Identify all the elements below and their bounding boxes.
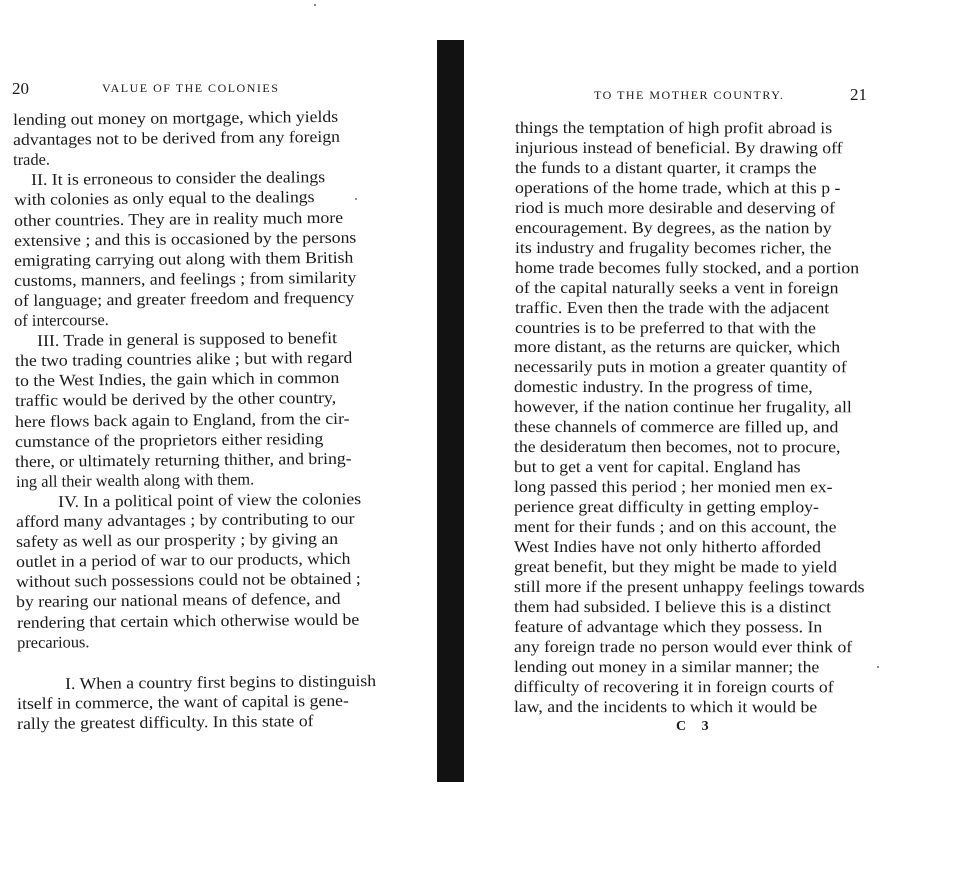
left-page-number: 20 xyxy=(12,79,29,98)
text-line: domestic industry. In the progress of time, xyxy=(514,377,814,397)
text-line: more distant, as the returns are quicker, which xyxy=(514,337,841,357)
text-line: any foreign trade no person would ever think of xyxy=(513,636,852,656)
left-page xyxy=(0,0,436,871)
text-line: home trade becomes fully stocked, and a portion xyxy=(514,257,859,277)
text-line: I. When a country first begins to distinguish xyxy=(64,670,376,693)
text-line: II. It is erroneous to consider the dealings xyxy=(31,167,326,190)
right-running-head: TO THE MOTHER COUNTRY. xyxy=(594,88,785,102)
text-line: ment for their funds ; and on this account, the xyxy=(513,517,837,537)
text-line: lending out money on mortgage, which yields xyxy=(13,106,339,129)
text-line: rendering that certain which otherwise would be xyxy=(16,609,359,632)
text-line: perience great difficulty in getting employ- xyxy=(514,497,819,517)
text-line: traffic would be derived by the other country, xyxy=(14,388,337,411)
text-line: of the capital naturally seeks a vent in foreign xyxy=(514,277,839,297)
text-line: traffic. Even then the trade with the adjacent xyxy=(514,297,829,317)
text-line: precarious. xyxy=(16,631,90,652)
text-line: emigrating carrying out along with them British xyxy=(13,247,354,270)
text-line: of intercourse. xyxy=(14,310,110,330)
text-line: ing all their wealth along with them. xyxy=(15,469,254,491)
text-line: West Indies have not only hitherto afforded xyxy=(513,536,821,557)
text-line: rally the greatest difficulty. In this state of xyxy=(17,711,314,733)
text-line: outlet in a period of war to our products, which xyxy=(16,548,351,572)
text-line: feature of advantage which they possess. In xyxy=(513,616,822,636)
text-line: with colonies as only equal to the dealings xyxy=(13,187,315,210)
text-line: encouragement. By degrees, as the nation by xyxy=(514,217,832,238)
text-line: them had subsided. I believe this is a distinct xyxy=(513,596,831,617)
text-line: itself in commerce, the want of capital is gene- xyxy=(16,690,349,713)
text-line: to the West Indies, the gain which in common xyxy=(14,368,340,391)
text-line: of language; and greater freedom and frequency xyxy=(14,287,355,310)
text-line: law, and the incidents to which it would be xyxy=(513,696,817,716)
text-line: necessarily puts in motion a greater quantity of xyxy=(514,357,848,377)
text-line: long passed this period ; her monied men ex- xyxy=(514,477,833,497)
left-running-head: VALUE OF THE COLONIES xyxy=(102,81,280,95)
text-line: trade. xyxy=(13,149,51,170)
text-line: difficulty of recovering it in foreign courts of xyxy=(513,676,834,696)
scan-speck xyxy=(314,4,316,6)
catchword: C 3 xyxy=(676,719,715,734)
text-line: operations of the home trade, which at this p - xyxy=(514,177,841,198)
text-line: by rearing our national means of defence, and xyxy=(16,589,341,612)
text-line: countries is to be preferred to that with the xyxy=(514,317,816,337)
text-line: safety as well as our prosperity ; by giving an xyxy=(15,528,339,552)
text-line: its industry and frugality becomes richer, the xyxy=(514,237,832,257)
right-page xyxy=(464,0,980,871)
text-line: these channels of commerce are filled up, and xyxy=(514,417,839,437)
text-line: the desideratum then becomes, not to procure, xyxy=(514,437,841,457)
text-line: there, or ultimately returning thither, and bring- xyxy=(15,448,353,471)
text-line: III. Trade in general is supposed to benefit xyxy=(36,328,337,351)
scan-speck xyxy=(355,198,357,200)
text-line: afford many advantages ; by contributing to our xyxy=(15,508,355,531)
text-line: the funds to a distant quarter, it cramps the xyxy=(514,157,817,178)
text-line: injurious instead of beneficial. By drawing off xyxy=(514,137,843,158)
text-line: lending out money in a similar manner; the xyxy=(513,656,819,676)
text-line: cumstance of the proprietors either residing xyxy=(15,428,324,451)
text-line: riod is much more desirable and deserving of xyxy=(514,197,835,218)
scan-speck xyxy=(877,666,879,668)
text-line: things the temptation of high profit abroad is xyxy=(514,118,833,138)
text-line: still more if the present unhappy feelings towards xyxy=(513,576,865,597)
text-line: IV. In a political point of view the colonies xyxy=(57,488,361,511)
text-line: customs, manners, and feelings ; from similarity xyxy=(14,267,357,290)
text-line: extensive ; and this is occasioned by the persons xyxy=(13,227,357,250)
text-line: the two trading countries alike ; but with regard xyxy=(14,347,353,371)
text-line: other countries. They are in reality much more xyxy=(13,207,343,230)
text-line: here flows back again to England, from the cir- xyxy=(15,408,350,431)
text-line: advantages not to be derived from any foreign xyxy=(13,126,341,150)
text-line: great benefit, but they might be made to yield xyxy=(513,556,837,577)
book-gutter xyxy=(437,40,464,782)
right-page-number: 21 xyxy=(850,85,867,104)
text-line: but to get a vent for capital. England has xyxy=(514,457,801,477)
text-line: however, if the nation continue her frugality, all xyxy=(514,397,853,417)
text-line: without such possessions could not be obtained ; xyxy=(16,568,362,592)
